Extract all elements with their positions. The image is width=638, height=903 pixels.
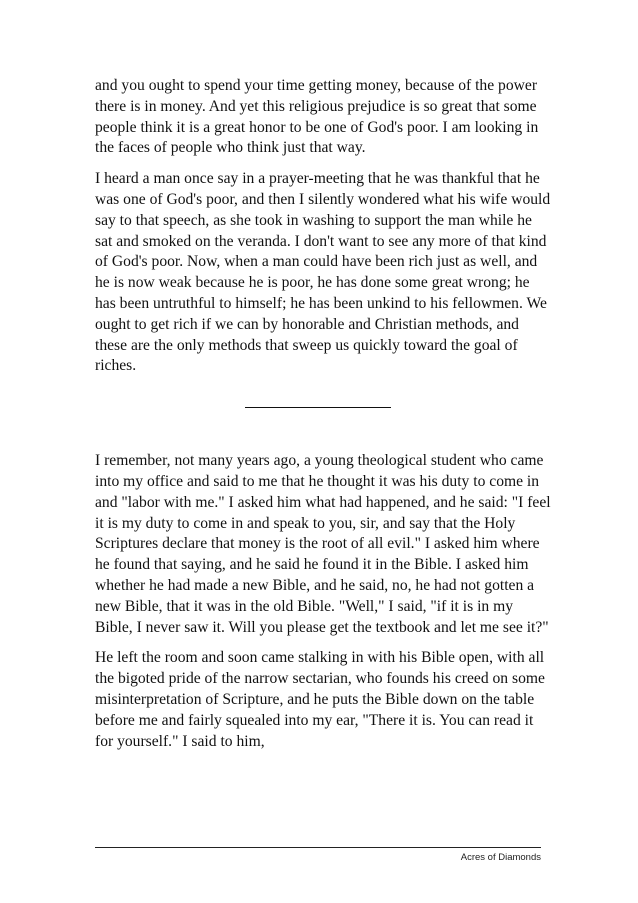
separator-line (245, 407, 391, 408)
section-separator (245, 393, 391, 413)
paragraph-4: He left the room and soon came stalking in with his Bible open, with all the bigoted pride of the narrow sectarian, who founds his creed on some misinterpretation of Scripture, and he puts the Bible down on the table before me and fairly squealed into my ear, "There it is. You can read it for yourself." I said to him, (95, 649, 545, 750)
paragraph-1: and you ought to spend your time getting money, because of the power there is in money. And yet this religious prejudice is so great that some people think it is a great honor to be one of God's poor. I am looking in the faces of people who think just that way. (95, 77, 539, 157)
footer-rule (95, 847, 541, 848)
paragraph-3: I remember, not many years ago, a young theological student who came into my office and said to me that he thought it was his duty to come in and "labor with me." I asked him what had happened, and he said: "I feel it is my duty to come in and speak to you, sir, and say that the Holy Scriptures declare that money is the root of all evil." I asked him where he found that saying, and he said he found it in the Bible. I asked him whether he had made a new Bible, and he said, no, he had not gotten a new Bible, that it was in the old Bible. "Well," I said, "if it is in my Bible, I never saw it. Will you please get the textbook and let me see it?" (95, 452, 551, 636)
body-text (95, 76, 551, 752)
paragraph-2: I heard a man once say in a prayer-meeting that he was thankful that he was one of God's poor, and then I silently wondered what his wife would say to that speech, as she took in washing to support the man while he sat and smoked on the veranda. I don't want to see any more of that kind of God's poor. Now, when a man could have been rich just as well, and he is now weak because he is poor, he has done some great wrong; he has been untruthful to himself; he has been unkind to his fellowmen. We ought to get rich if we can by honorable and Christian methods, and these are the only methods that sweep us quickly toward the goal of riches. (95, 170, 551, 375)
page-footer (95, 847, 541, 863)
footer-book-title: Acres of Diamonds (460, 852, 541, 863)
